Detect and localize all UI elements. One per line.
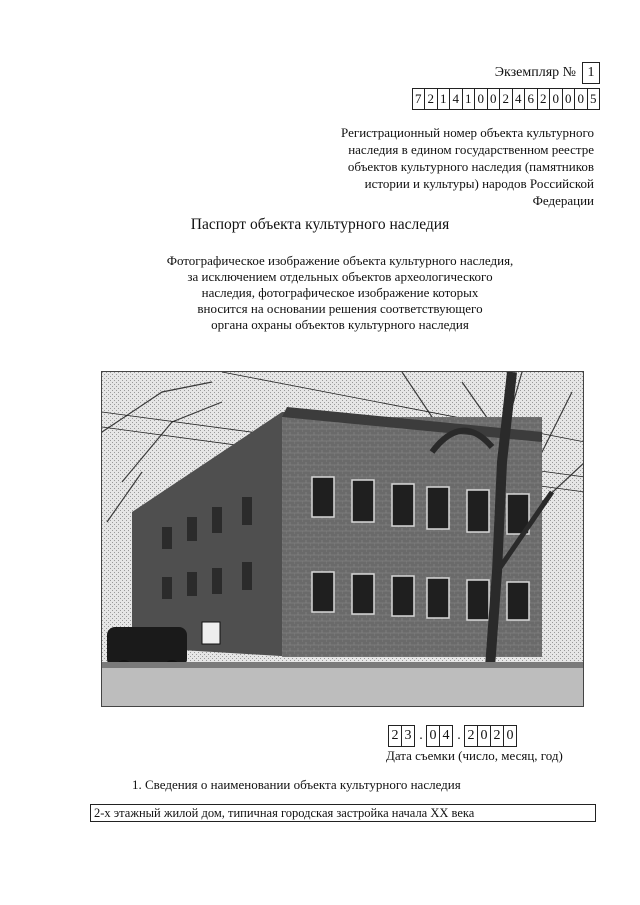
reg-digit: 0 [487,88,501,110]
registration-number [413,88,601,110]
date-digit: 2 [464,725,478,747]
building-photo [101,371,584,707]
date-separator: . [457,728,461,743]
copy-label: Экземпляр № [494,65,576,80]
photo-caption [140,253,540,333]
object-name-field: 2-х этажный жилой дом, типичная городская застройка начала XX века [90,804,596,822]
registration-caption [304,124,594,209]
caption-line: вносится на основании решения соответствующего [197,301,483,316]
section-1-title: 1. Сведения о наименовании объекта культурного наследия [132,777,461,792]
reg-digit: 1 [462,88,476,110]
reg-digit: 0 [549,88,563,110]
date-label: Дата съемки (число, месяц, год) [386,748,563,763]
date-digit: 0 [503,725,517,747]
reg-digit: 2 [499,88,513,110]
date-digit: 2 [490,725,504,747]
date-digit: 2 [388,725,402,747]
caption-line: истории и культуры) народов Российской Федерации [364,176,594,208]
caption-line: объектов культурного наследия (памятников [347,159,594,174]
reg-digit: 6 [524,88,538,110]
document-title: Паспорт объекта культурного наследия [190,216,450,233]
date-separator: . [419,728,423,743]
date-digit: 3 [401,725,415,747]
reg-digit: 2 [537,88,551,110]
reg-digit: 4 [512,88,526,110]
copy-number-box: 1 [582,62,600,84]
caption-line: наследия, фотографическое изображение которых [201,285,479,300]
reg-digit: 0 [562,88,576,110]
copy-number-row [495,62,600,84]
photo-date [389,725,517,747]
caption-line: Регистрационный номер объекта культурного [341,125,594,140]
reg-digit: 1 [437,88,451,110]
building-photo-drawing [102,372,584,707]
date-digit: 4 [439,725,453,747]
reg-digit: 4 [449,88,463,110]
reg-digit: 2 [424,88,438,110]
caption-line: за исключением отдельных объектов археологического [187,269,493,284]
caption-line: наследия в едином государственном реестре [348,142,594,157]
date-digit: 0 [426,725,440,747]
reg-digit: 7 [412,88,426,110]
date-digit: 0 [477,725,491,747]
caption-line: Фотографическое изображение объекта культурного наследия, [166,253,514,268]
reg-digit: 0 [474,88,488,110]
reg-digit: 0 [574,88,588,110]
reg-digit: 5 [587,88,601,110]
caption-line: органа охраны объектов культурного наследия [211,317,469,332]
